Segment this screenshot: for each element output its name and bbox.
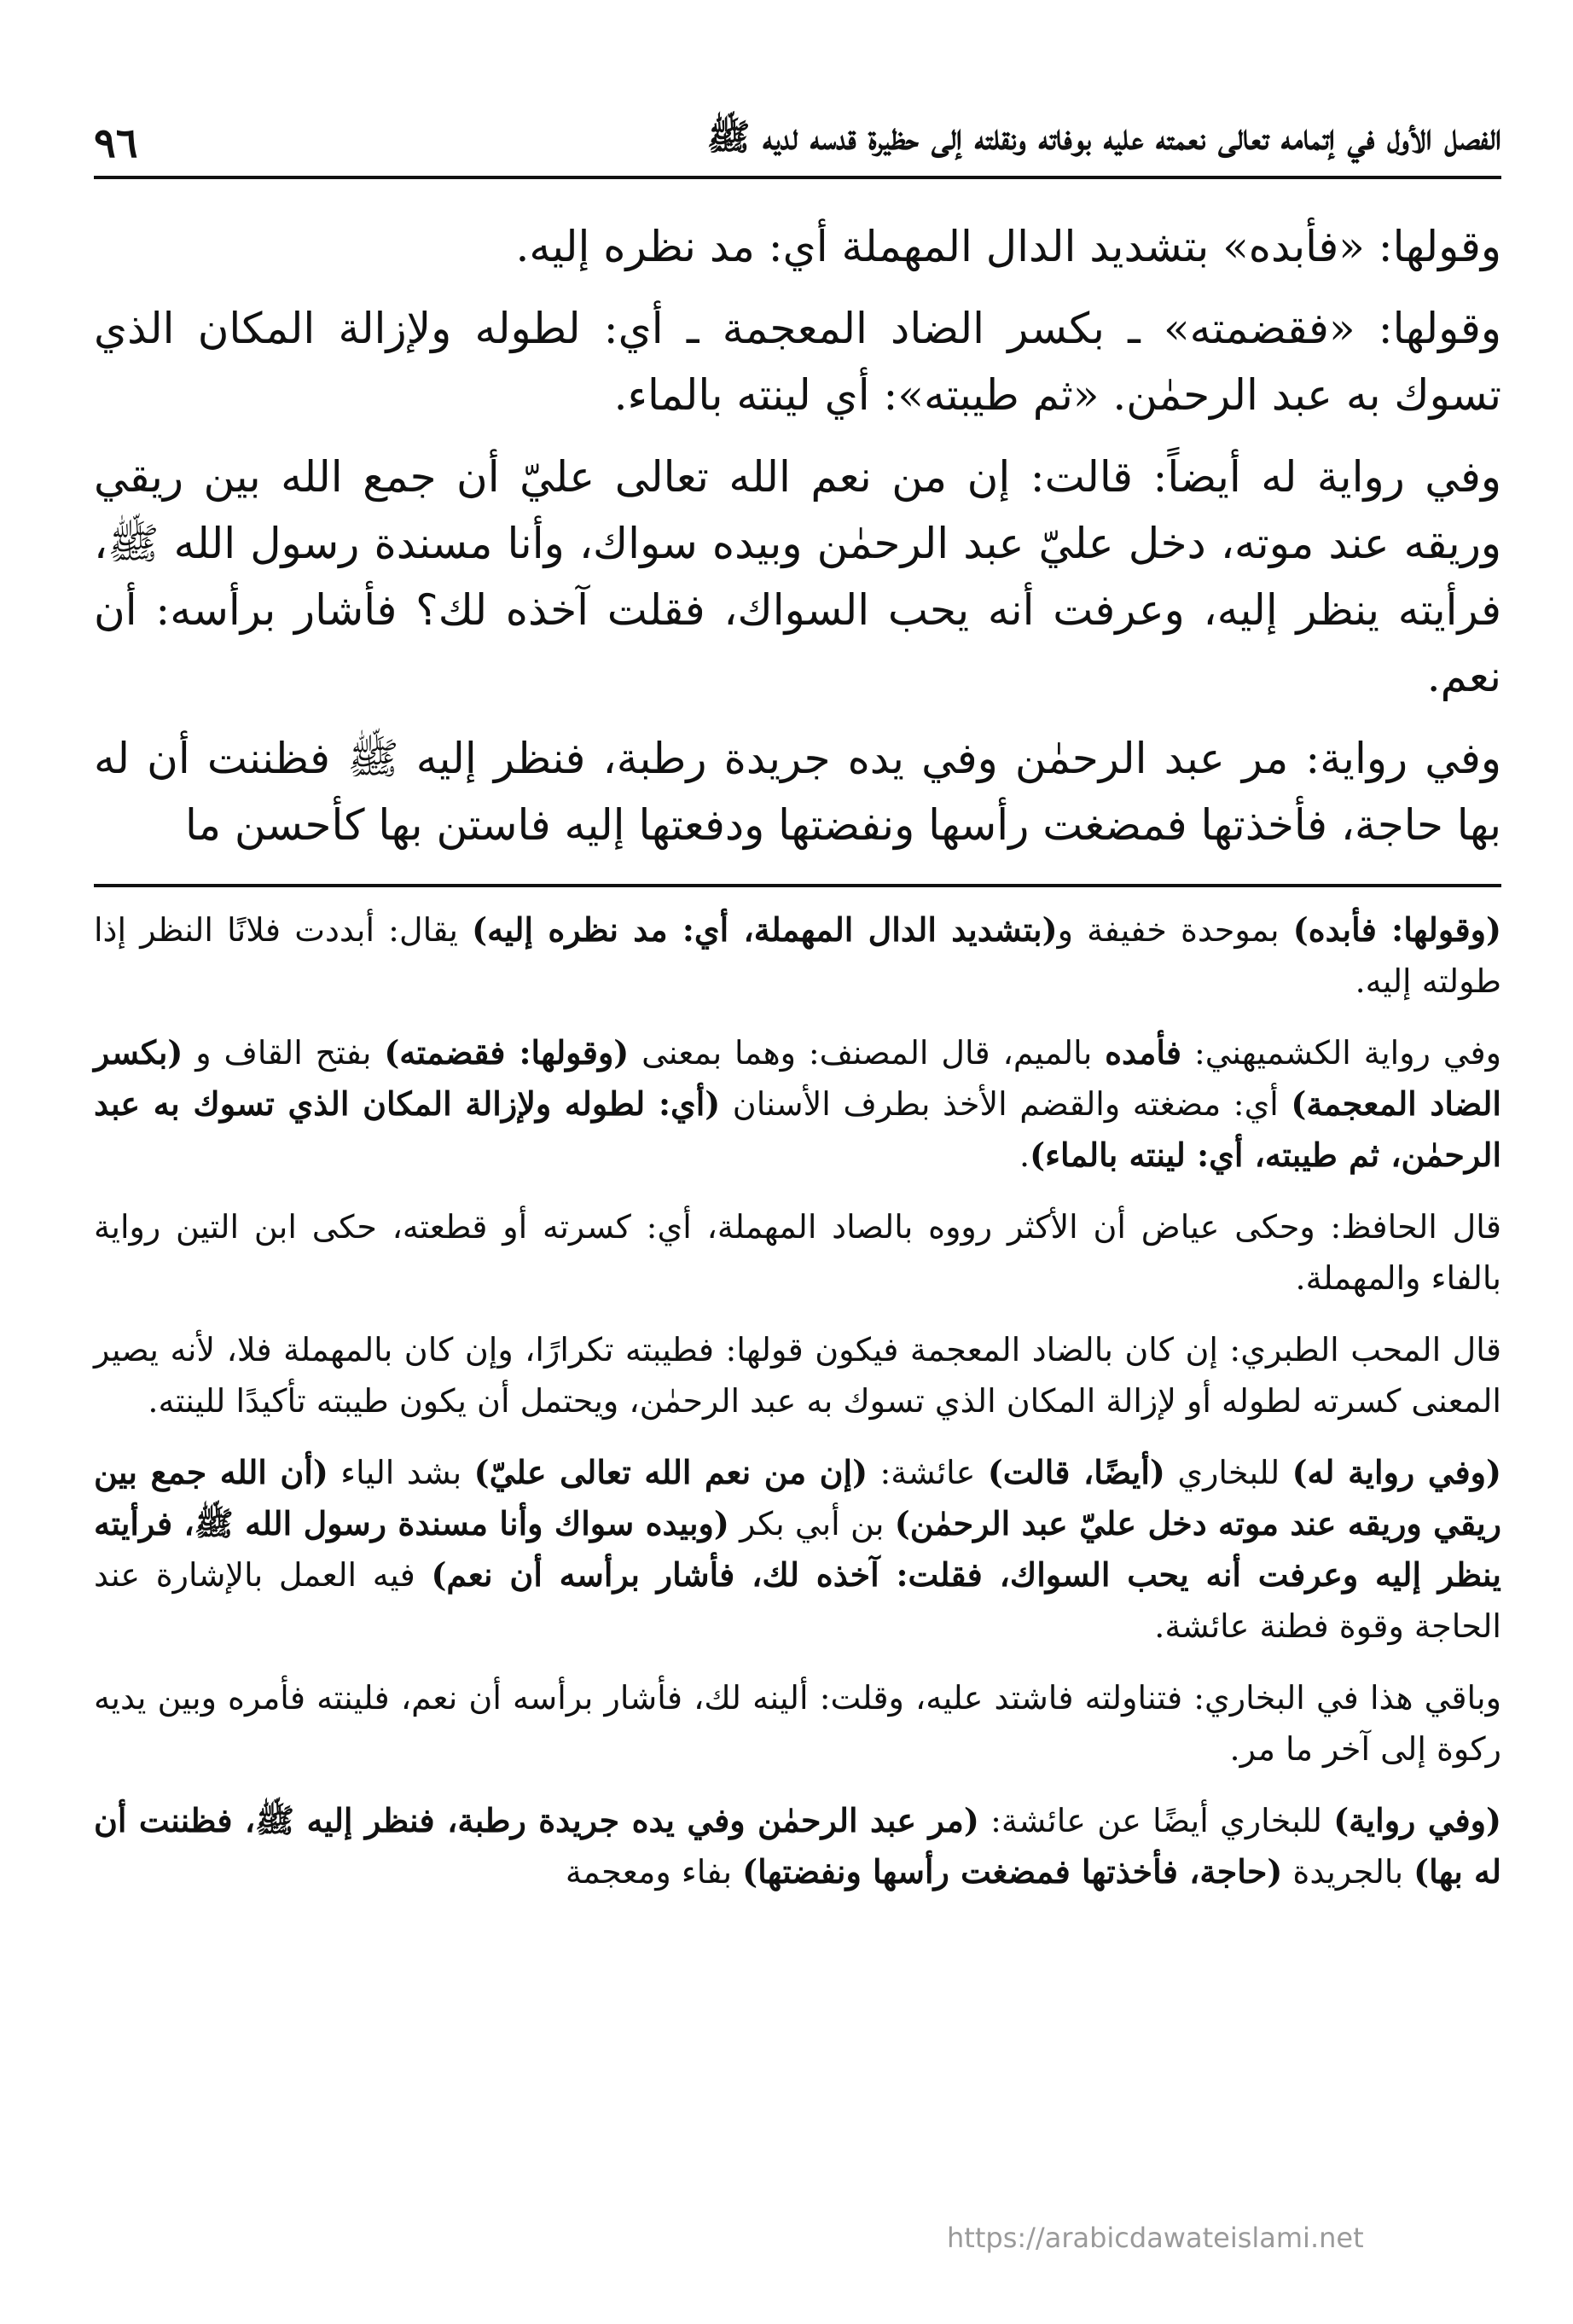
quoted-phrase: (وقولها: فأبده) — [1292, 910, 1502, 949]
quoted-phrase: (بكسر الضاد المعجمة) — [94, 1033, 1501, 1123]
commentary-paragraph-1 — [94, 904, 1501, 1007]
page-header — [94, 85, 1501, 179]
quoted-phrase: فأمده — [1105, 1033, 1182, 1072]
quoted-phrase: (أي: لطوله ولإزالة المكان الذي تسوك به عبد الرحمٰن، ثم طيبته، أي: لينته بالماء) — [94, 1084, 1501, 1174]
commentary-paragraph-6: وباقي هذا في البخاري: فتناولته فاشتد عليه، وقلت: ألينه لك، فأشار برأسه أن نعم، فلينته فأمره وبين يديه ركوة إلى آخر ما مر. — [94, 1679, 1501, 1768]
quoted-phrase: (حاجة، فأخذتها فمضغت رأسها ونفضتها) — [742, 1852, 1283, 1891]
quoted-phrase: (أن الله جمع بين ريقي وريقه عند موته دخل عليّ عبد الرحمٰن) — [94, 1453, 1501, 1543]
commentary-paragraph-2 — [94, 1027, 1501, 1181]
quoted-phrase: (وفي رواية) — [1333, 1801, 1501, 1839]
quoted-phrase: (أيضًا، قالت) — [987, 1453, 1165, 1491]
quoted-phrase: (إن من نعم الله تعالى عليّ) — [473, 1453, 868, 1491]
watermark-url: https://arabicdawateislami.net — [947, 2222, 1364, 2254]
page-number: ٩٦ — [94, 119, 138, 167]
commentary-text: بفاء ومعجمة — [565, 1853, 743, 1891]
commentary-text: بشد الياء — [328, 1454, 474, 1491]
main-paragraph-2: وقولها: «فقضمته» ـ بكسر الضاد المعجمة ـ أي: لطوله ولإزالة المكان الذي تسوك به عبد الرحمٰن. «ثم طيبته»: أي لينته بالماء. — [94, 304, 1501, 420]
commentary-text: بن أبي بكر — [728, 1505, 895, 1543]
main-paragraph-4: وفي رواية: مر عبد الرحمٰن وفي يده جريدة رطبة، فنظر إليه ﷺ فظننت أن له بها حاجة، فأخذتها فمضغت رأسها ونفضتها ودفعتها إليه فاستن بها كأحسن ما — [94, 734, 1501, 850]
page — [94, 85, 1501, 2269]
commentary-text: وفي رواية الكشميهني: — [1181, 1034, 1501, 1072]
main-text — [94, 213, 1501, 858]
quoted-phrase: (وبيده سواك وأنا مسندة رسول الله ﷺ، فرأيته ينظر إليه وعرفت أنه يحب السواك، فقلت: آخذه لك، فأشار برأسه أن نعم) — [94, 1504, 1501, 1594]
main-paragraph-3: وفي رواية له أيضاً: قالت: إن من نعم الله تعالى عليّ أن جمع الله بين ريقي وريقه عند موته، دخل عليّ عبد الرحمٰن وبيده سواك، وأنا مسندة رسول الله ﷺ، فرأيته ينظر إليه، وعرفت أنه يحب السواك، فقلت آخذه لك؟ فأشار برأسه: أن نعم. — [94, 452, 1501, 701]
main-paragraph-1: وقولها: «فأبده» بتشديد الدال المهملة أي: مد نظره إليه. — [515, 222, 1501, 271]
commentary-text: . — [1019, 1136, 1030, 1174]
quoted-phrase: (بتشديد الدال المهملة، أي: مد نظره إليه) — [472, 910, 1058, 949]
commentary-paragraph-7 — [94, 1795, 1501, 1897]
quoted-phrase: (مر عبد الرحمٰن وفي يده جريدة رطبة، فنظر إليه ﷺ، فظننت أن له بها) — [94, 1801, 1501, 1891]
quoted-phrase: (وقولها: فقضمته) — [384, 1033, 630, 1072]
commentary-text: فيه العمل بالإشارة عند الحاجة وقوة فطنة عائشة. — [94, 1556, 1501, 1645]
commentary-text: للبخاري — [1164, 1454, 1292, 1491]
commentary-paragraph-5 — [94, 1447, 1501, 1652]
commentary-text: بفتح القاف و — [183, 1034, 385, 1072]
commentary — [94, 904, 1501, 1897]
commentary-text: يقال: أبددت فلانًا النظر إذا طولته إليه. — [94, 911, 1501, 1000]
commentary-text: أي: مضغته والقضم الأخذ بطرف الأسنان — [720, 1085, 1291, 1123]
commentary-text: للبخاري أيضًا عن عائشة: — [978, 1802, 1334, 1839]
commentary-text: بالجريدة — [1282, 1853, 1414, 1891]
footnote-separator — [94, 884, 1501, 887]
running-title: الفصل الأول في إتمامه تعالى نعمته عليه بوفاته ونقلته إلى حظيرة قدسه لديه ﷺ — [706, 116, 1501, 158]
commentary-text: عائشة: — [868, 1454, 988, 1491]
commentary-text: بالميم، قال المصنف: وهما بمعنى — [629, 1034, 1106, 1072]
commentary-paragraph-4: قال المحب الطبري: إن كان بالضاد المعجمة فيكون قولها: فطيبته تكرارًا، وإن كان بالمهملة فلا، لأنه يصير المعنى كسرته لطوله أو لإزالة المكان الذي تسوك به عبد الرحمٰن، ويحتمل أن يكون طيبته تأكيدًا للينته. — [94, 1331, 1501, 1420]
commentary-paragraph-3: قال الحافظ: وحكى عياض أن الأكثر رووه بالصاد المهملة، أي: كسرته أو قطعته، حكى ابن التين رواية بالفاء والمهملة. — [94, 1208, 1501, 1297]
quoted-phrase: (وفي رواية له) — [1291, 1453, 1502, 1491]
commentary-text: بموحدة خفيفة و — [1057, 911, 1293, 949]
